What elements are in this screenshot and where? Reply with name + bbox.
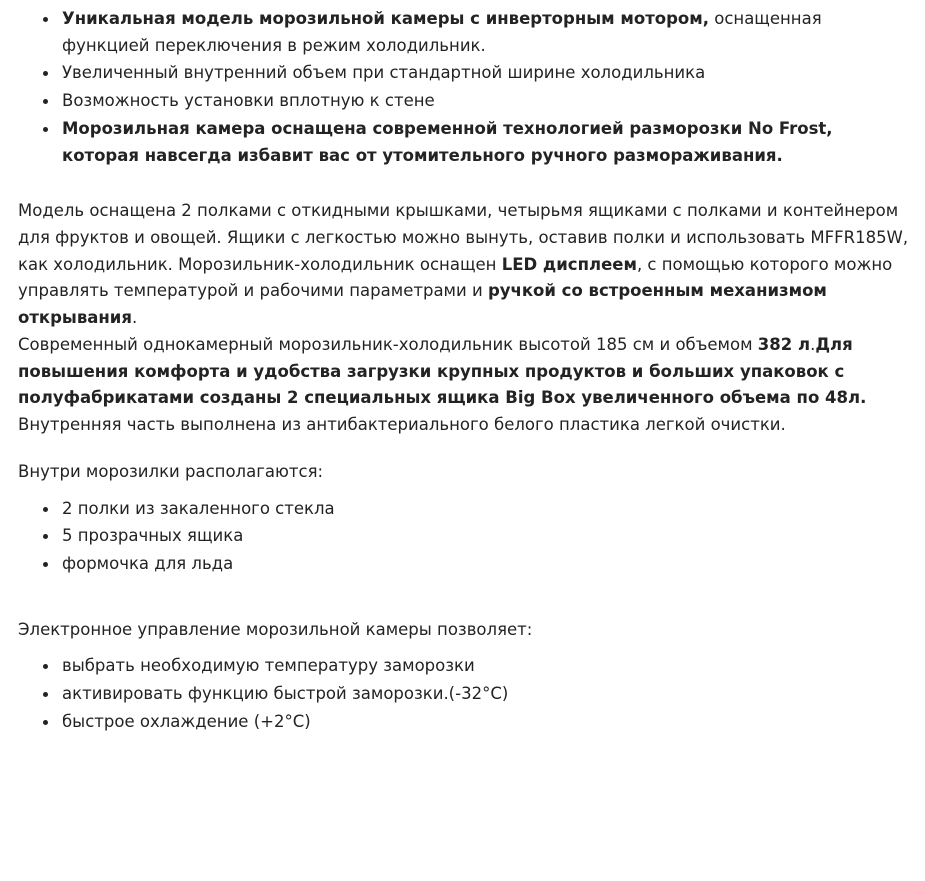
bullet-text: Возможность установки вплотную к стене [62,91,435,111]
description-bold-volume: 382 л [757,334,811,354]
description-paragraph-2 [18,332,911,412]
list-item [62,6,911,59]
list-item [62,496,911,523]
description-paragraph-3: Внутренняя часть выполнена из антибактериального белого пластика легкой очистки. [18,415,786,435]
description-text-c: . [131,308,138,328]
spacer [18,170,911,198]
description-text-d: Современный однокамерный морозильник-холодильник высотой 185 см и объемом [18,334,758,354]
inside-heading: Внутри морозилки располагаются: [18,461,324,481]
description-bold-bigbox: Для повышения комфорта и удобства загрузки крупных продуктов и больших упаковок с полуфабрикатами созданы 2 специальных ящика Big Box увеличенного объема по 48л. [18,334,867,408]
bullet-text: 5 прозрачных ящика [62,526,244,546]
spacer [18,579,911,607]
description-bold-handle: ручкой со встроенным механизмом открывания [18,281,827,328]
list-item [62,523,911,550]
list-item [62,88,911,115]
bullet-text: 2 полки из закаленного стекла [62,498,335,518]
list-item [62,653,911,680]
intro-bullet-list-wrapper [18,0,911,169]
description-bold-led: LED дисплеем [501,254,637,274]
description-text-a: Модель оснащена 2 полками с откидными крышками, четырьмя ящиками с полками и контейнером для фруктов и овощей. Ящики с легкостью можно вынуть, оставив полки и использовать MFFR185W, как холодильник. Морозильник-холодильник оснащен [18,201,909,274]
intro-bullet-list [18,6,911,169]
bullet-text: Увеличенный внутренний объем при стандартной ширине холодильника [62,63,706,83]
bullet-bold-text: Уникальная модель морозильной камеры с инверторным мотором, [62,9,709,28]
list-item [62,681,911,708]
list-item [62,60,911,87]
bullet-text: выбрать необходимую температуру заморозки [62,656,475,676]
list-item [62,551,911,578]
description-text-b: , с помощью которого можно управлять температурой и рабочими параметрами и [18,254,893,301]
spacer [18,607,911,617]
inside-items-list [18,496,911,578]
list-item [62,116,911,169]
bullet-bold-text: Морозильная камера оснащена современной технологией разморозки No Frost, которая навсегда избавит вас от утомительного ручного размораживания. [62,118,833,165]
bullet-text: формочка для льда [62,553,234,573]
bullet-text: оснащенная функцией переключения в режим холодильник. [62,9,822,55]
list-item [62,709,911,736]
description-paragraphs [18,198,911,438]
bullet-text: активировать функцию быстрой заморозки.(-32°C) [62,684,509,704]
bullet-text: быстрое охлаждение (+2°C) [62,711,311,731]
spacer [18,486,911,496]
spacer [18,643,911,653]
spacer [18,439,911,459]
description-paragraph-1 [18,198,911,332]
description-text-e: . [810,334,816,354]
control-items-list [18,653,911,735]
control-heading: Электронное управление морозильной камеры позволяет: [18,619,533,639]
